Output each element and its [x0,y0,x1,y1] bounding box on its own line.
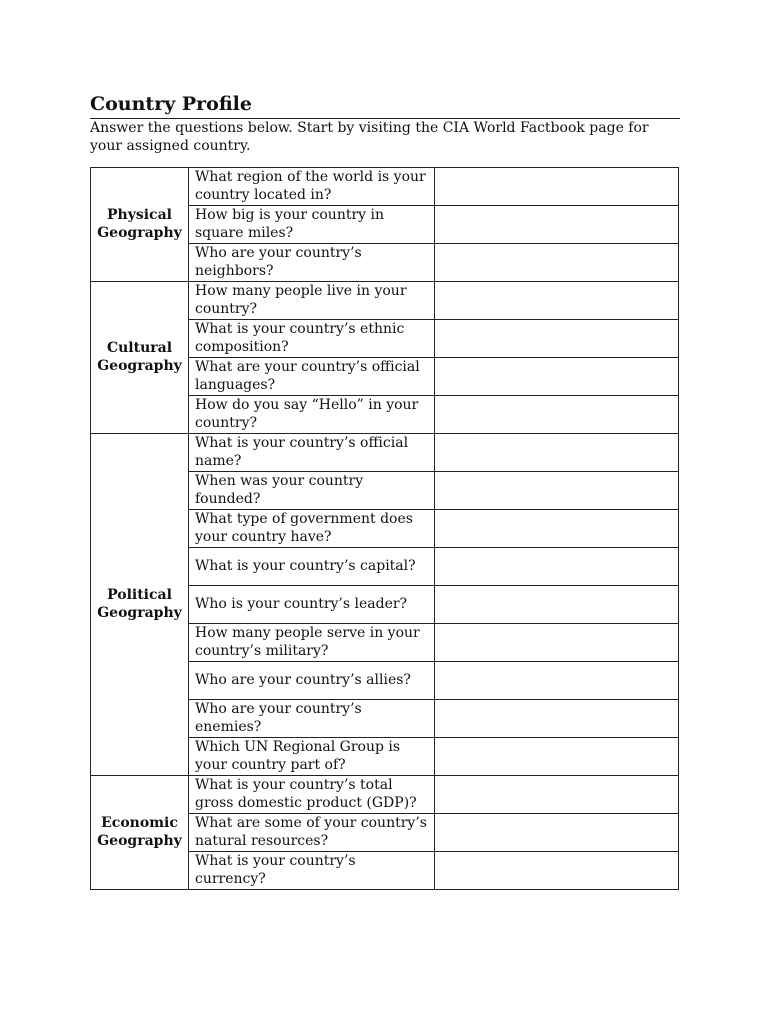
country-profile-table [90,167,679,890]
table-row [91,776,679,814]
answer-cell[interactable] [435,510,679,548]
question-cell: What region of the world is your country located in? [189,168,435,206]
question-cell: What is your country’s official name? [189,434,435,472]
question-cell: Who are your country’s neighbors? [189,244,435,282]
question-cell: How big is your country in square miles? [189,206,435,244]
profile-table-body [91,168,679,890]
answer-cell[interactable] [435,624,679,662]
table-row [91,434,679,472]
question-cell: When was your country founded? [189,472,435,510]
answer-cell[interactable] [435,586,679,624]
question-cell: Who are your country’s enemies? [189,700,435,738]
section-label-physical-geography: Physical Geography [91,168,189,282]
answer-cell[interactable] [435,168,679,206]
section-label-economic-geography: Economic Geography [91,776,189,890]
question-cell: What are some of your country’s natural resources? [189,814,435,852]
question-cell: What are your country’s official languages? [189,358,435,396]
table-row [91,168,679,206]
answer-cell[interactable] [435,548,679,586]
page-title: Country Profile [90,93,252,115]
question-cell: How many people serve in your country’s military? [189,624,435,662]
answer-cell[interactable] [435,852,679,890]
question-cell: What is your country’s ethnic composition? [189,320,435,358]
answer-cell[interactable] [435,738,679,776]
question-cell: Who is your country’s leader? [189,586,435,624]
question-cell: How do you say “Hello” in your country? [189,396,435,434]
question-cell: How many people live in your country? [189,282,435,320]
question-cell: Which UN Regional Group is your country part of? [189,738,435,776]
question-cell: What is your country’s capital? [189,548,435,586]
answer-cell[interactable] [435,244,679,282]
answer-cell[interactable] [435,206,679,244]
answer-cell[interactable] [435,700,679,738]
answer-cell[interactable] [435,396,679,434]
answer-cell[interactable] [435,472,679,510]
question-cell: Who are your country’s allies? [189,662,435,700]
section-label-political-geography: Political Geography [91,434,189,776]
answer-cell[interactable] [435,662,679,700]
question-cell: What type of government does your country have? [189,510,435,548]
answer-cell[interactable] [435,776,679,814]
answer-cell[interactable] [435,434,679,472]
section-label-cultural-geography: Cultural Geography [91,282,189,434]
question-cell: What is your country’s total gross domestic product (GDP)? [189,776,435,814]
answer-cell[interactable] [435,814,679,852]
answer-cell[interactable] [435,358,679,396]
question-cell: What is your country’s currency? [189,852,435,890]
answer-cell[interactable] [435,320,679,358]
instructions-text: Answer the questions below. Start by visiting the CIA World Factbook page for your assigned country. [90,120,649,154]
answer-cell[interactable] [435,282,679,320]
table-row [91,282,679,320]
